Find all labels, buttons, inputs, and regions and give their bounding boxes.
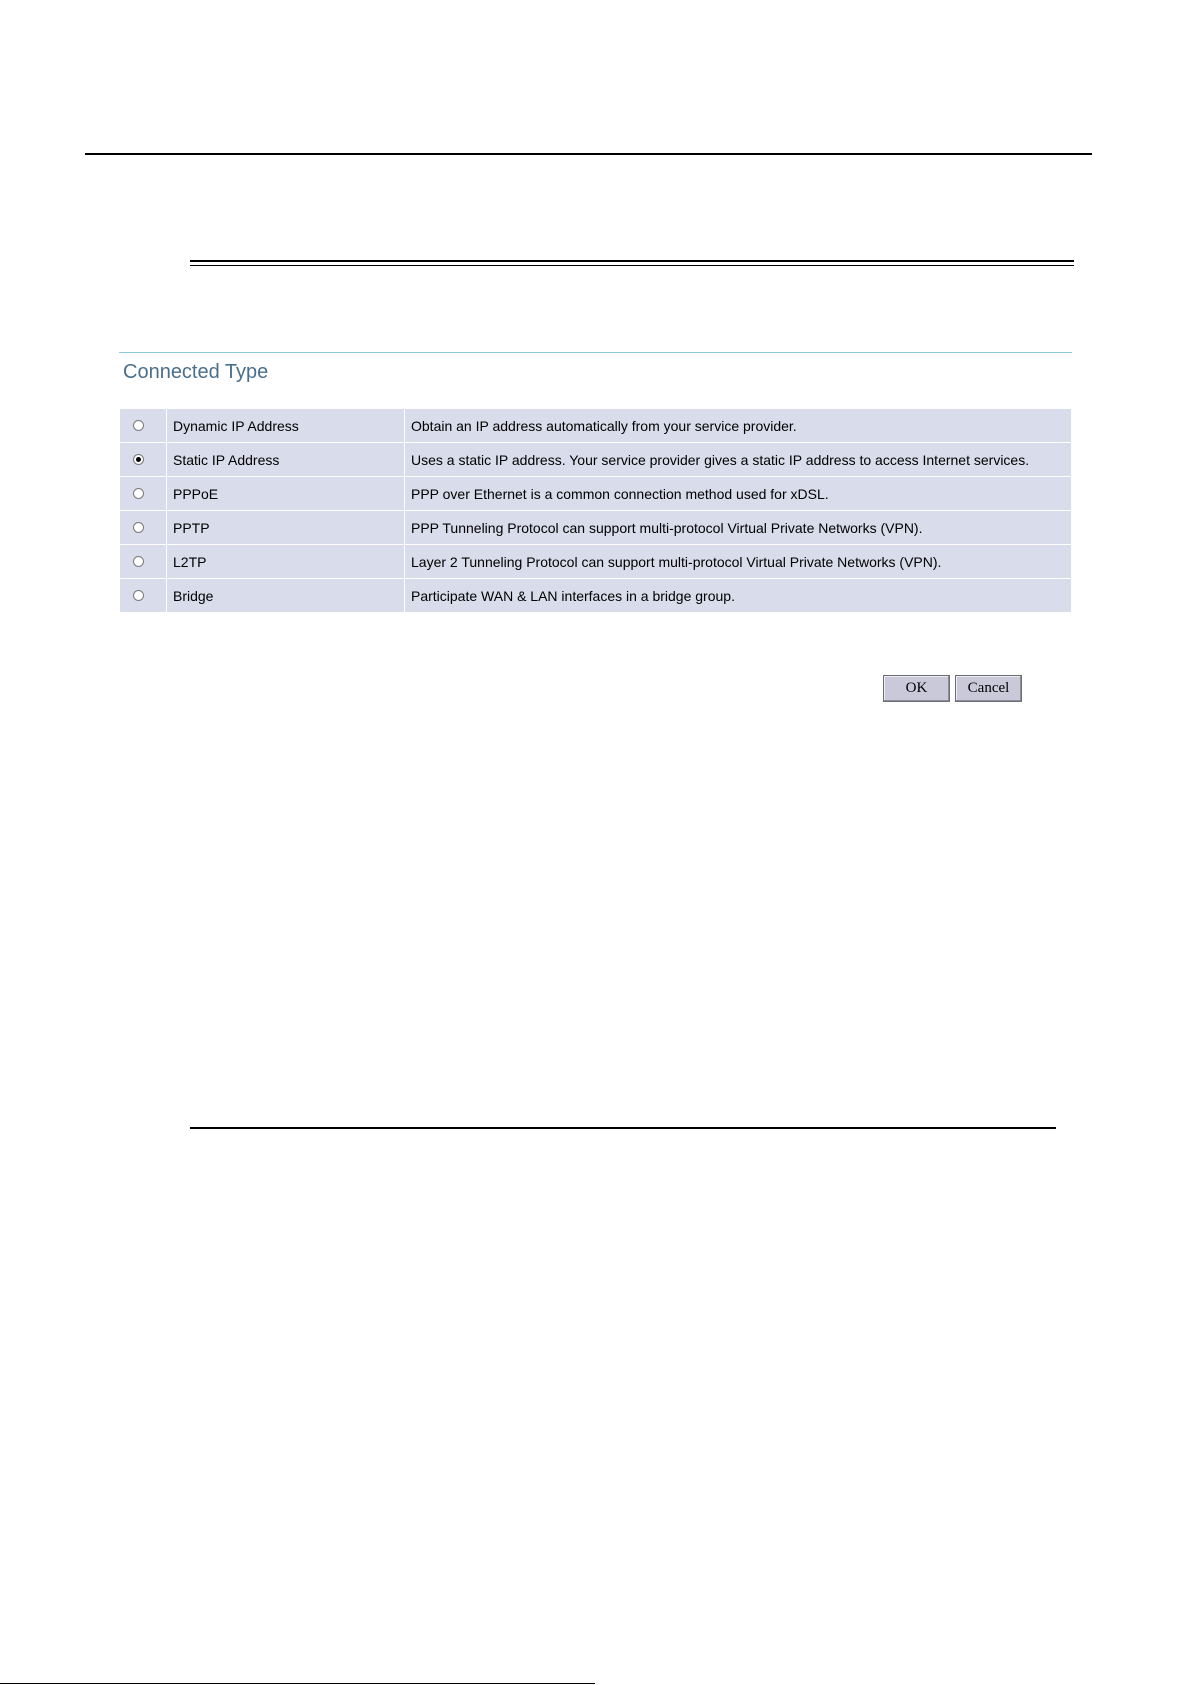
radio-bridge[interactable] — [133, 590, 144, 601]
radio-dynamic-ip[interactable] — [133, 420, 144, 431]
section-bottom-rule — [190, 1127, 1056, 1129]
radio-cell — [120, 511, 167, 545]
connection-type-description: Layer 2 Tunneling Protocol can support multi-protocol Virtual Private Networks (VPN). — [405, 545, 1072, 579]
connection-row-pptp[interactable] — [120, 511, 1072, 545]
radio-cell — [120, 579, 167, 613]
connection-type-table — [119, 408, 1072, 613]
connected-type-panel — [119, 352, 1072, 613]
radio-cell — [120, 409, 167, 443]
panel-title: Connected Type — [123, 361, 269, 383]
connection-type-label: Bridge — [167, 579, 405, 613]
connection-type-label: L2TP — [167, 545, 405, 579]
connection-type-description: Participate WAN & LAN interfaces in a bridge group. — [405, 579, 1072, 613]
connection-type-description: PPP Tunneling Protocol can support multi-protocol Virtual Private Networks (VPN). — [405, 511, 1072, 545]
connection-type-description: PPP over Ethernet is a common connection method used for xDSL. — [405, 477, 1072, 511]
connection-type-label: Dynamic IP Address — [167, 409, 405, 443]
radio-static-ip[interactable] — [133, 454, 144, 465]
section-double-rule — [190, 260, 1074, 266]
radio-cell — [120, 443, 167, 477]
connection-row-dynamic-ip[interactable] — [120, 409, 1072, 443]
radio-l2tp[interactable] — [133, 556, 144, 567]
ok-button[interactable]: OK — [883, 675, 950, 702]
connection-type-label: PPPoE — [167, 477, 405, 511]
connection-row-bridge[interactable] — [120, 579, 1072, 613]
page-footer-rule — [0, 1683, 595, 1684]
panel-top-divider — [119, 352, 1072, 353]
connection-row-l2tp[interactable] — [120, 545, 1072, 579]
radio-pppoe[interactable] — [133, 488, 144, 499]
radio-cell — [120, 477, 167, 511]
connection-type-label: PPTP — [167, 511, 405, 545]
connection-type-description: Uses a static IP address. Your service provider gives a static IP address to access Internet services. — [405, 443, 1072, 477]
cancel-button[interactable]: Cancel — [955, 675, 1022, 702]
connection-type-description: Obtain an IP address automatically from your service provider. — [405, 409, 1072, 443]
connection-row-static-ip[interactable] — [120, 443, 1072, 477]
page-header-rule — [85, 153, 1092, 155]
radio-cell — [120, 545, 167, 579]
connection-row-pppoe[interactable] — [120, 477, 1072, 511]
radio-pptp[interactable] — [133, 522, 144, 533]
connection-type-label: Static IP Address — [167, 443, 405, 477]
